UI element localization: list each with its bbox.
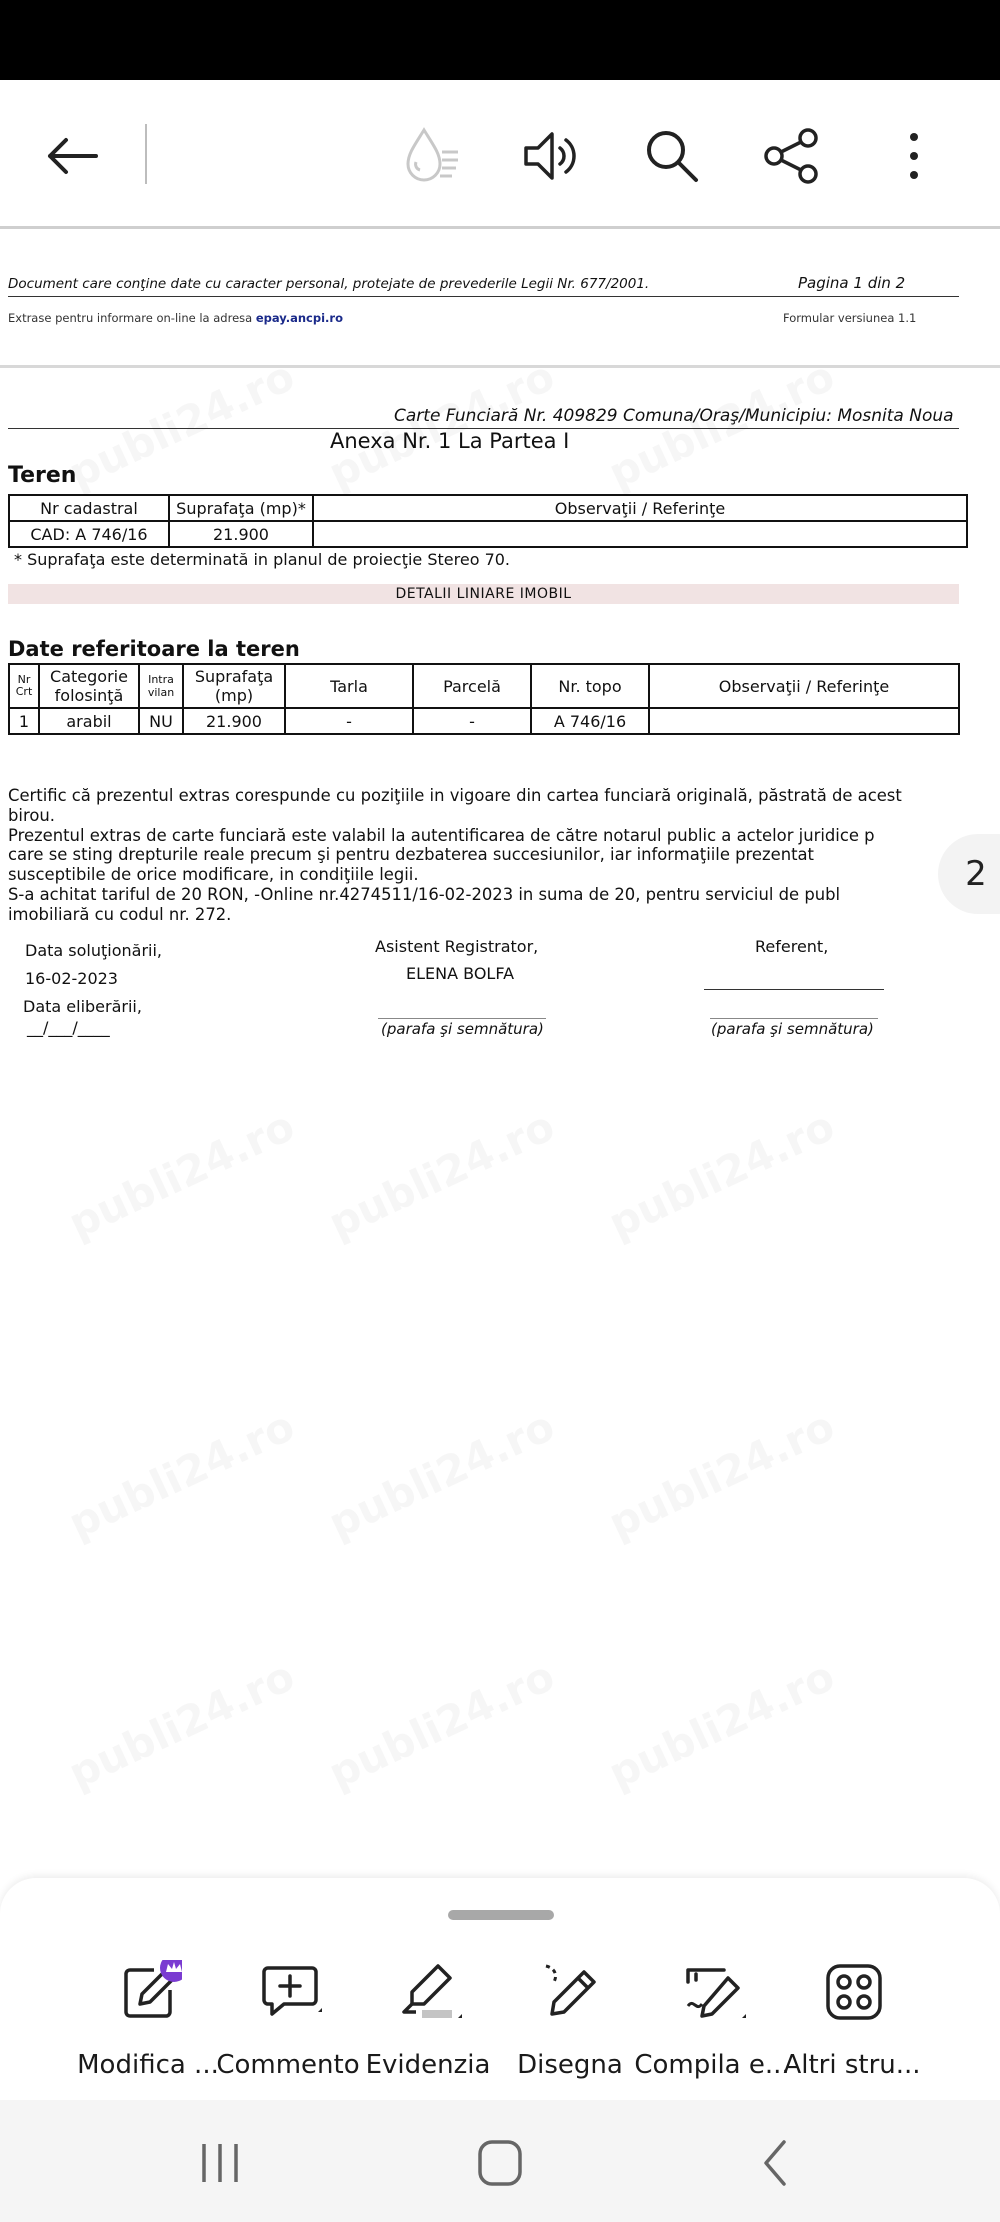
paragraph-line: Certific că prezentul extras corespunde cu poziţiile in vigoare din cartea funciară originală, păstrată de acest: [8, 786, 902, 805]
tool-highlight[interactable]: [358, 1960, 498, 2090]
date-cell-notes: [649, 708, 959, 734]
search-icon[interactable]: [632, 116, 712, 196]
highlighter-icon: [398, 1960, 462, 2024]
share-icon[interactable]: [752, 116, 832, 196]
teren-header-notes: Observaţii / Referinţe: [313, 495, 967, 521]
referent-line: [704, 989, 884, 990]
date-cell-tarla: -: [285, 708, 413, 734]
edit-pdf-icon: [118, 1960, 182, 2024]
back-icon[interactable]: [756, 2136, 796, 2190]
date-header-topo: Nr. topo: [531, 664, 649, 708]
status-bar: [0, 0, 1000, 80]
solution-label: Data soluţionării,: [25, 941, 163, 960]
release-blank: __/___/____: [27, 1018, 110, 1037]
online-note-prefix: Extrase pentru informare on-line la adresa: [8, 311, 253, 325]
registrar-sign-line: [378, 1018, 546, 1019]
tool-fill-sign[interactable]: [634, 1960, 790, 2090]
date-heading: Date referitoare la teren: [8, 637, 300, 661]
top-toolbar: [0, 80, 1000, 228]
annex-title: Anexa Nr. 1 La Partea I: [330, 429, 570, 453]
registrar-name: ELENA BOLFA: [406, 964, 515, 983]
date-header-category: Categorie folosinţă: [39, 664, 139, 708]
draw-pencil-icon: [540, 1960, 604, 2024]
arrow-left-icon[interactable]: [32, 116, 112, 196]
home-icon[interactable]: [470, 2136, 530, 2190]
paragraph-line: susceptibile de orice modificare, in condiţiile legii.: [8, 865, 419, 885]
system-nav-bar: [0, 2100, 1000, 2222]
date-header-nr: Nr Crt: [9, 664, 39, 708]
teren-cell-cadastral: CAD: A 746/16: [9, 521, 169, 547]
speaker-icon[interactable]: [512, 116, 592, 196]
referent-title: Referent,: [755, 937, 829, 956]
solution-date: 16-02-2023: [25, 969, 118, 988]
online-note: [8, 311, 343, 325]
date-header-intravilan: Intra vilan: [139, 664, 183, 708]
teren-table: [8, 494, 968, 548]
date-header-surface: Suprafaţa (mp): [183, 664, 285, 708]
date-header-parcela: Parcelă: [413, 664, 531, 708]
paragraph-line: S-a achitat tariful de 20 RON, -Online nr.4274511/16-02-2023 in suma de 20, pentru serviciul de publ: [8, 884, 841, 904]
paragraph-line: imobiliară cu codul nr. 272.: [8, 904, 232, 924]
document-page[interactable]: [0, 229, 1000, 1879]
tool-label: Modifica ...: [77, 2050, 219, 2080]
certification-text: [8, 786, 968, 925]
tool-draw[interactable]: [500, 1960, 640, 2090]
page-indicator[interactable]: [938, 834, 1000, 914]
date-table: [8, 663, 960, 735]
date-cell-parcela: -: [413, 708, 531, 734]
referent-sign: (parafa şi semnătura): [711, 1020, 874, 1038]
comment-icon: [258, 1960, 322, 2024]
paragraph-line: care se sting drepturile reale precum şi pentru dezbaterea succesiunilor, iar informaţiile prezentat: [8, 845, 814, 865]
teren-header-surface: Suprafaţa (mp)*: [169, 495, 313, 521]
date-cell-surface: 21.900: [183, 708, 285, 734]
date-cell-intravilan: NU: [139, 708, 183, 734]
details-bar: DETALII LINIARE IMOBIL: [8, 584, 959, 604]
tool-comment[interactable]: [218, 1960, 358, 2090]
section-separator: [0, 365, 1000, 368]
paragraph-line: Prezentul extras de carte funciară este valabil la autentificarea de către notarul public a actelor juridice p: [8, 825, 875, 845]
registrar-title: Asistent Registrator,: [375, 937, 539, 956]
online-link[interactable]: epay.ancpi.ro: [255, 311, 343, 325]
toolbar-divider: [145, 124, 147, 184]
tool-label: Commento: [216, 2050, 360, 2080]
date-cell-category: arabil: [39, 708, 139, 734]
teren-header-cadastral: Nr cadastral: [9, 495, 169, 521]
tool-label: Compila e...: [634, 2050, 790, 2080]
tool-label: Altri stru...: [783, 2050, 921, 2080]
carte-funciara: Carte Funciară Nr. 409829 Comuna/Oraş/Municipiu: Mosnita Noua: [394, 406, 954, 426]
date-header-tarla: Tarla: [285, 664, 413, 708]
header-rule: [8, 296, 959, 297]
date-cell-topo: A 746/16: [531, 708, 649, 734]
teren-cell-surface: 21.900: [169, 521, 313, 547]
tool-edit[interactable]: [78, 1960, 218, 2090]
release-label: Data eliberării,: [23, 997, 142, 1016]
referent-sign-line: [710, 1018, 878, 1019]
ink-drop-icon[interactable]: [392, 116, 472, 196]
header-note: Document care conţine date cu caracter personal, protejate de prevederile Legii Nr. 677/2001.: [8, 276, 650, 292]
registrar-sign: (parafa şi semnătura): [381, 1020, 544, 1038]
page-label: Pagina 1 din 2: [798, 274, 906, 292]
teren-cell-notes: [313, 521, 967, 547]
tool-label: Evidenzia: [365, 2050, 491, 2080]
more-vert-icon[interactable]: [874, 116, 954, 196]
tool-label: Disegna: [517, 2050, 623, 2080]
date-header-notes: Observaţii / Referinţe: [649, 664, 959, 708]
page-number: 2: [965, 854, 987, 894]
recent-apps-icon[interactable]: [190, 2138, 250, 2188]
paragraph-line: birou.: [8, 805, 55, 825]
tool-more[interactable]: [782, 1960, 922, 2090]
fill-sign-icon: [682, 1960, 746, 2024]
date-cell-nr: 1: [9, 708, 39, 734]
teren-heading: Teren: [8, 463, 77, 488]
footnote: * Suprafaţa este determinată in planul de proiecţie Stereo 70.: [14, 550, 511, 569]
form-version: Formular versiunea 1.1: [783, 311, 917, 325]
drag-handle[interactable]: [448, 1910, 554, 1920]
more-tools-icon: [822, 1960, 886, 2024]
